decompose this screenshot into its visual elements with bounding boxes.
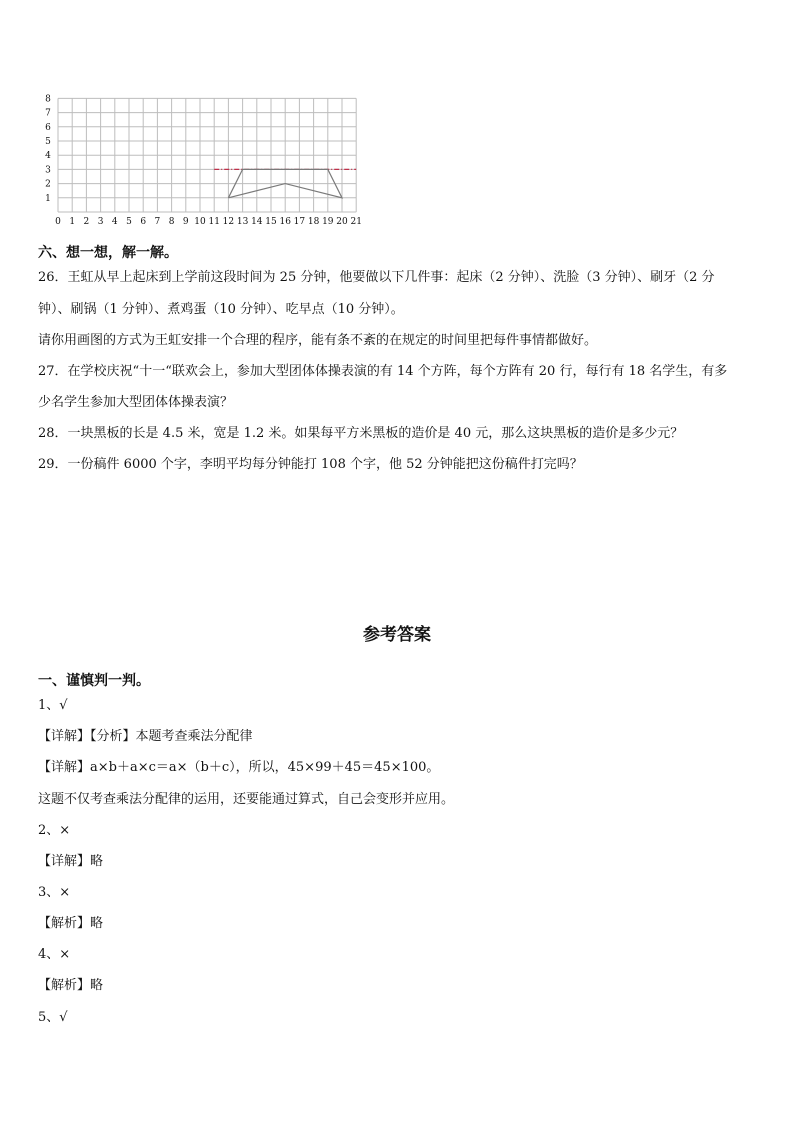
x-tick-label: 15 xyxy=(265,217,277,227)
x-tick-label: 6 xyxy=(140,217,147,227)
x-tick-label: 4 xyxy=(111,217,118,227)
answer-3: 3、× xyxy=(38,885,71,900)
coordinate-grid-figure xyxy=(36,88,376,230)
y-tick-label: 7 xyxy=(45,108,51,119)
y-tick-label: 1 xyxy=(45,193,51,204)
x-tick-label: 18 xyxy=(307,217,320,227)
question-26-line-3: 请你用画图的方式为王虹安排一个合理的程序，能有条不紊的在规定的时间里把每件事情都做好。 xyxy=(38,333,598,348)
x-tick-label: 5 xyxy=(126,217,132,227)
answer-1-detail-2: 【详解】a×b＋a×c＝a×（b＋c），所以，45×99＋45＝45×100。 xyxy=(38,760,440,775)
answer-1-detail-1: 【详解】【分析】本题考查乘法分配律 xyxy=(38,729,253,744)
x-tick-label: 13 xyxy=(236,217,249,227)
answer-title: 参考答案 xyxy=(363,625,431,645)
x-tick-label: 1 xyxy=(69,217,76,227)
x-tick-label: 19 xyxy=(322,217,334,227)
answer-5: 5、√ xyxy=(38,1010,68,1025)
x-tick-label: 8 xyxy=(168,217,175,227)
answer-2: 2、× xyxy=(38,823,71,838)
section-6-heading: 六、想一想，解一解。 xyxy=(38,245,178,261)
y-tick-label: 5 xyxy=(45,137,51,147)
answer-2-detail: 【详解】略 xyxy=(38,854,104,869)
question-28: 28．一块黑板的长是 4.5 米，宽是 1.2 米。如果每平方米黑板的造价是 40 元，那么这块黑板的造价是多少元？ xyxy=(38,426,684,441)
question-27-line-1: 27．在学校庆祝“十一“联欢会上，参加大型团体体操表演的有 14 个方阵，每个方阵有 20 行，每行有 18 名学生，有多 xyxy=(38,364,728,379)
x-tick-label: 12 xyxy=(222,217,235,227)
answer-1: 1、√ xyxy=(38,698,68,713)
y-tick-label: 8 xyxy=(45,94,51,105)
y-tick-label: 2 xyxy=(45,179,51,190)
x-tick-label: 20 xyxy=(336,217,348,227)
x-tick-label: 17 xyxy=(293,217,306,227)
x-tick-label: 0 xyxy=(55,217,61,227)
question-29: 29．一份稿件 6000 个字，李明平均每分钟能打 108 个字，他 52 分钟能把这份稿件打完吗？ xyxy=(38,457,583,472)
y-tick-label: 6 xyxy=(45,122,51,133)
x-tick-label: 9 xyxy=(182,217,189,227)
x-tick-label: 21 xyxy=(350,217,362,227)
x-tick-label: 14 xyxy=(251,217,263,227)
x-tick-label: 7 xyxy=(154,217,161,227)
question-26-line-2: 钟）、刷锅（1 分钟）、煮鸡蛋（10 分钟）、吃早点（10 分钟）。 xyxy=(38,302,404,317)
x-tick-label: 2 xyxy=(83,217,90,227)
x-tick-label: 3 xyxy=(97,217,104,227)
y-tick-label: 3 xyxy=(45,165,51,176)
x-tick-label: 10 xyxy=(194,217,206,227)
answer-4-detail: 【解析】略 xyxy=(38,978,104,993)
x-tick-label: 11 xyxy=(208,217,220,227)
question-27-line-2: 少名学生参加大型团体体操表演？ xyxy=(38,395,234,410)
y-tick-label: 4 xyxy=(45,151,51,162)
question-26-line-1: 26．王虹从早上起床到上学前这段时间为 25 分钟，他要做以下几件事：起床（2 分钟）、洗脸（3 分钟）、刷牙（2 分 xyxy=(38,270,715,285)
answer-1-detail-3: 这题不仅考查乘法分配律的运用，还要能通过算式，自己会变形并应用。 xyxy=(38,792,455,807)
answer-3-detail: 【解析】略 xyxy=(38,916,104,931)
x-tick-label: 16 xyxy=(279,217,291,227)
answer-4: 4、× xyxy=(38,947,71,962)
answer-section-heading: 一、谨慎判一判。 xyxy=(38,673,150,689)
